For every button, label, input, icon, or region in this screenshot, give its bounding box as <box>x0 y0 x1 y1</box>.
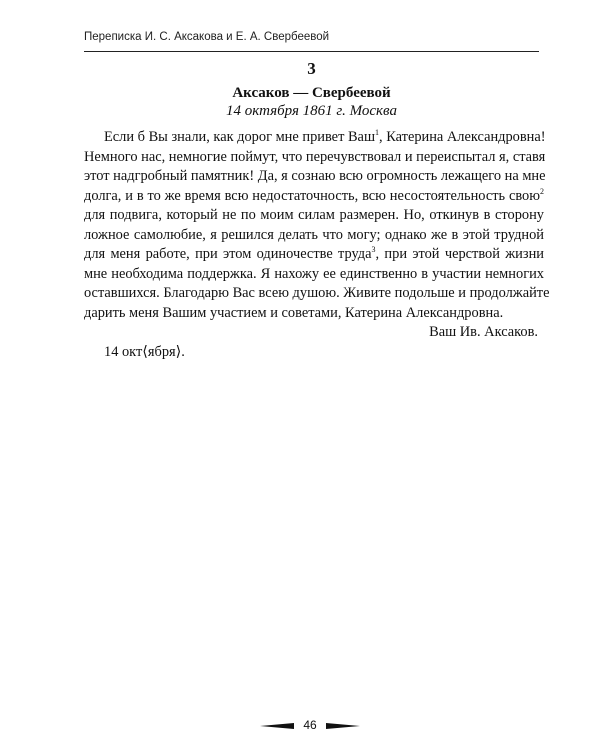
body-line: дарить меня Вашим участием и советами, Катерина Александровна. <box>84 304 504 321</box>
body-line: Немного нас, немногие поймут, что перечувствовал и переиспытал я, ставя <box>84 148 546 165</box>
body-line: долга, и в то же время всю недостаточность, всю несостоятельность свою$^2$ <box>84 186 544 204</box>
letter-date-place: 14 октября 1861 г. Москва <box>226 103 397 119</box>
footer-ornament-right <box>326 723 360 729</box>
body-line: для меня работе, при этом одиночестве труда$^3$, при этой черствой жизни <box>84 245 544 262</box>
body-line: мне необходима поддержка. Я нахожу ее единственно в участии немногих <box>84 265 544 282</box>
signature: Ваш Ив. Аксаков. <box>429 324 538 340</box>
letter-body <box>84 128 550 362</box>
footnote-mark: 1 <box>375 128 380 138</box>
letter-title: Аксаков — Свербеевой <box>232 85 391 101</box>
letter-number: 3 <box>307 59 316 78</box>
running-header: Переписка И. С. Аксакова и Е. А. Свербеевой <box>84 31 330 43</box>
footnote-mark: 2 <box>540 186 544 196</box>
page-footer <box>260 717 360 733</box>
body-line: оставшихся. Благодарю Вас всею душою. Живите подольше и продолжайте <box>84 285 550 301</box>
body-line: ложное самолюбие, я решился делать что могу; однако же в этой трудной <box>84 226 544 243</box>
page-number: 46 <box>303 718 317 732</box>
body-line: Если б Вы знали, как дорог мне привет Ваш$^1$, Катерина Александровна! <box>104 128 546 145</box>
closing-date: 14 окт⟨ября⟩. <box>104 343 185 360</box>
footnote-mark: 3 <box>371 245 376 255</box>
header-rule <box>84 51 539 52</box>
body-line: этот надгробный памятник! Да, я сознаю всю огромность лежащего на мне <box>84 168 546 184</box>
body-line: для подвига, который не по моим силам размерен. Но, откинув в сторону <box>84 207 544 223</box>
